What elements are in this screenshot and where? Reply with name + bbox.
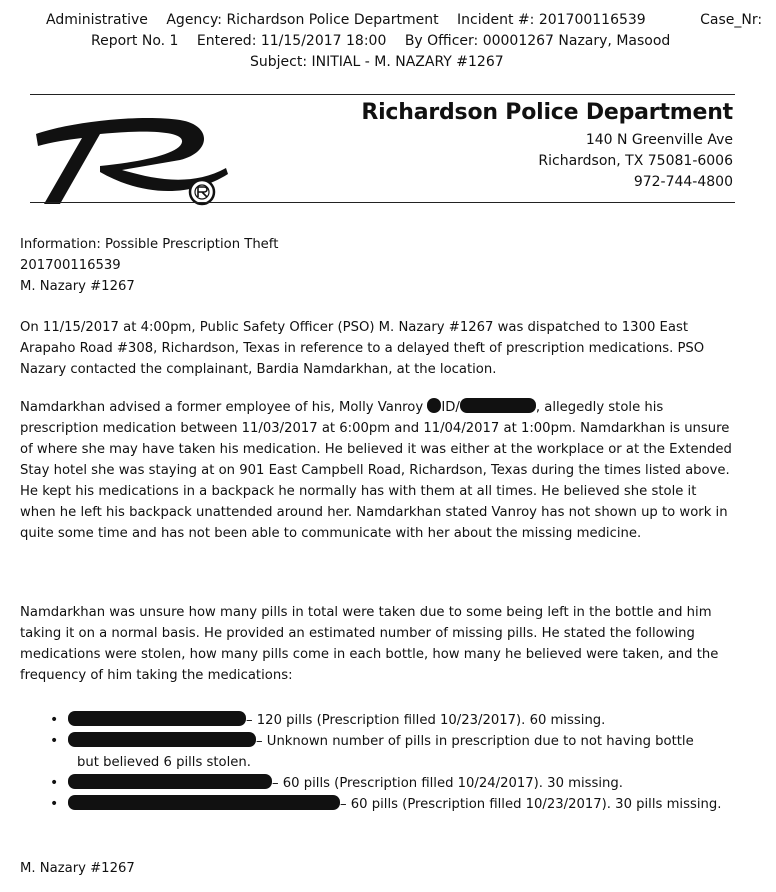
redaction-mark [68,774,272,789]
entered-date: Entered: 11/15/2017 18:00 [196,33,387,49]
bullet-icon: • [50,712,59,728]
letterhead-top-rule [30,94,735,95]
case-number: Case_Nr: [700,12,763,28]
bullet-icon: • [50,796,59,812]
department-address-line-1: 140 N Greenville Ave [585,132,733,148]
redaction-mark [68,732,256,747]
list-item [20,794,732,815]
medication-detail: – 60 pills (Prescription filled 10/23/2017). 30 pills missing. [340,797,722,812]
paragraph-allegation-start: Namdarkhan advised a former employee of his, Molly Vanroy [20,400,428,415]
metadata-row-2 [91,31,684,52]
report-number: Report No. 1 [91,33,179,49]
admin-label: Administrative [46,12,148,28]
information-incident-number: 201700116539 [20,258,121,273]
medication-detail-continuation: but believed 6 pills stolen. [77,755,251,770]
letterhead-bottom-rule [30,202,735,203]
redaction-mark [427,398,441,413]
metadata-row-3 [250,52,518,73]
richardson-r-logo-icon [30,100,230,208]
officer-field: By Officer: 00001267 Nazary, Masood [404,33,671,49]
information-title: Information: Possible Prescription Theft [20,237,279,252]
paragraph-missing-pills: Namdarkhan was unsure how many pills in total were taken due to some being left in the bottle and him taking it on a normal basis. He provided an estimated number of missing pills. He stated the following medications were stolen, how many pills come in each bottle, how many he believed were taken, and the frequency of him taking the medications: [20,605,719,683]
subject-field: Subject: INITIAL - M. NAZARY #1267 [250,54,504,70]
report-body [20,234,732,683]
redaction-mark [460,398,536,413]
redaction-mark [68,711,246,726]
incident-number: Incident #: 201700116539 [457,12,646,28]
list-item [20,731,732,752]
list-item [20,710,732,731]
department-phone: 972-744-4800 [633,174,733,190]
officer-signature: M. Nazary #1267 [20,861,135,876]
paragraph-allegation [20,397,732,544]
medication-detail: – 60 pills (Prescription filled 10/24/2017). 30 missing. [272,776,623,791]
id-label: ID/ [441,400,460,415]
medication-detail: – Unknown number of pills in prescription due to not having bottle [256,734,694,749]
paragraph-dispatch: On 11/15/2017 at 4:00pm, Public Safety Officer (PSO) M. Nazary #1267 was dispatched to 1300 East Arapaho Road #308, Richardson, Texas in reference to a delayed theft of prescription medications. PSO Nazary contacted the complainant, Bardia Namdarkhan, at the location. [20,320,705,377]
paragraph-allegation-rest: , allegedly stole his prescription medication between 11/03/2017 at 6:00pm and 11/04/2017 at 1:00pm. Namdarkhan is unsure of where she may have taken his medication. He believed it was either at the workplace or at the Extended Stay hotel she was staying at on 901 East Campbell Road, Richardson, Texas during the times listed above. He kept his medications in a backpack he normally has with them at all times. He believed she stole it when he left his backpack unattended around her. Namdarkhan stated Vanroy has not shown up to work in quite some time and has not been able to communicate with her about the missing medicine. [20,400,732,541]
agency-field: Agency: Richardson Police Department [166,12,439,28]
department-address-line-2: Richardson, TX 75081-6006 [538,153,733,169]
department-name: Richardson Police Department [361,100,733,125]
bullet-icon: • [50,775,59,791]
medication-detail: – 120 pills (Prescription filled 10/23/2017). 60 missing. [246,713,606,728]
bullet-icon: • [50,733,59,749]
list-item [20,773,732,794]
redaction-mark [68,795,340,810]
department-letterhead [361,98,733,193]
metadata-row-1 [46,10,776,31]
information-officer: M. Nazary #1267 [20,279,135,294]
medication-list [20,710,732,815]
